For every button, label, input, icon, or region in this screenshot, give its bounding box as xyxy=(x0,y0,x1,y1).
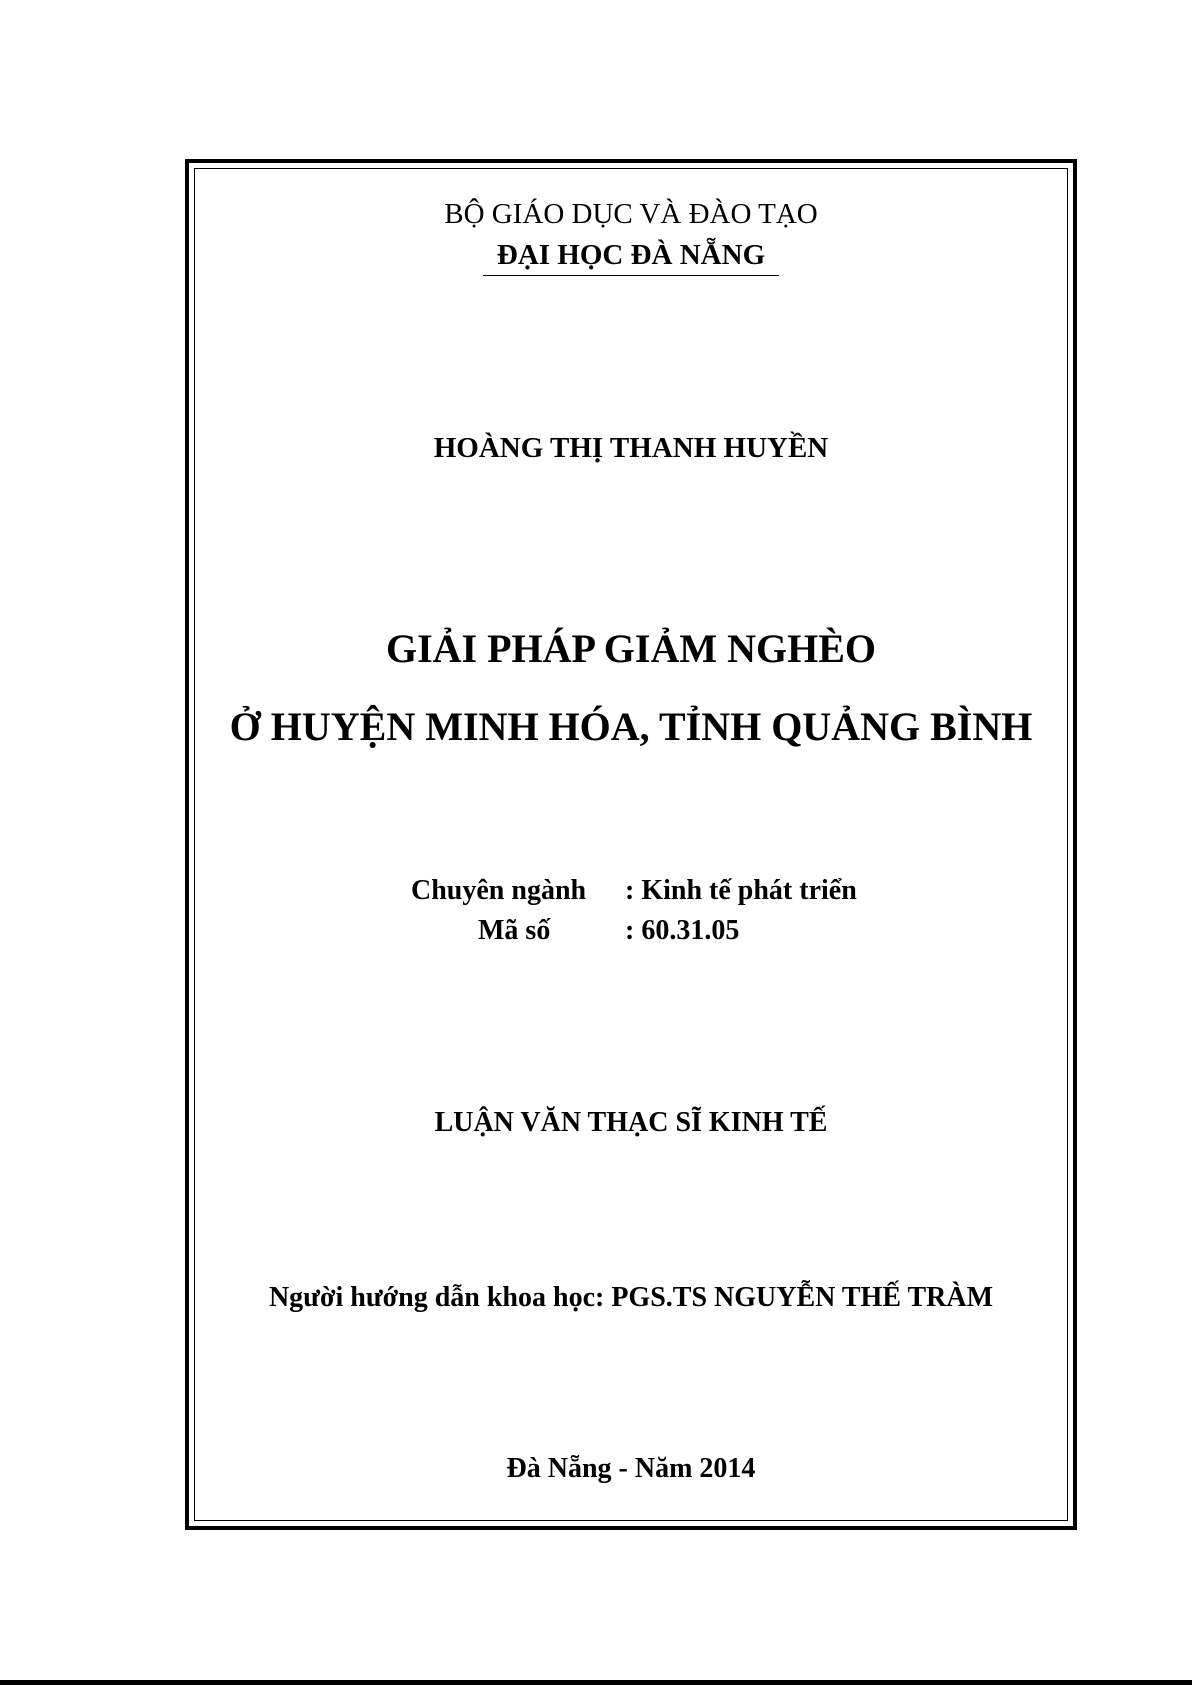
cover-border-inner xyxy=(194,168,1068,1521)
place-and-year: Đà Nẵng - Năm 2014 xyxy=(506,1453,756,1484)
major-label: Chuyên ngành xyxy=(411,875,587,906)
ministry-name: BỘ GIÁO DỤC VÀ ĐÀO TẠO xyxy=(444,198,818,230)
thesis-title-line-2: Ở HUYỆN MINH HÓA, TỈNH QUẢNG BÌNH xyxy=(229,704,1033,749)
author-name: HOÀNG THỊ THANH HUYỀN xyxy=(433,432,829,464)
page-bottom-edge xyxy=(0,1680,1192,1685)
major-value: : Kinh tế phát triển xyxy=(625,875,857,906)
thesis-title-line-1: GIẢI PHÁP GIẢM NGHÈO xyxy=(385,626,877,671)
code-value: : 60.31.05 xyxy=(625,915,740,946)
code-label: Mã số xyxy=(478,915,551,946)
university-name: ĐẠI HỌC ĐÀ NẴNG xyxy=(483,241,779,276)
supervisor-line: Người hướng dẫn khoa học: PGS.TS NGUYỄN THẾ TRÀM xyxy=(268,1282,994,1313)
university-heading xyxy=(194,241,1068,276)
degree-type: LUẬN VĂN THẠC SĨ KINH TẾ xyxy=(434,1107,828,1138)
